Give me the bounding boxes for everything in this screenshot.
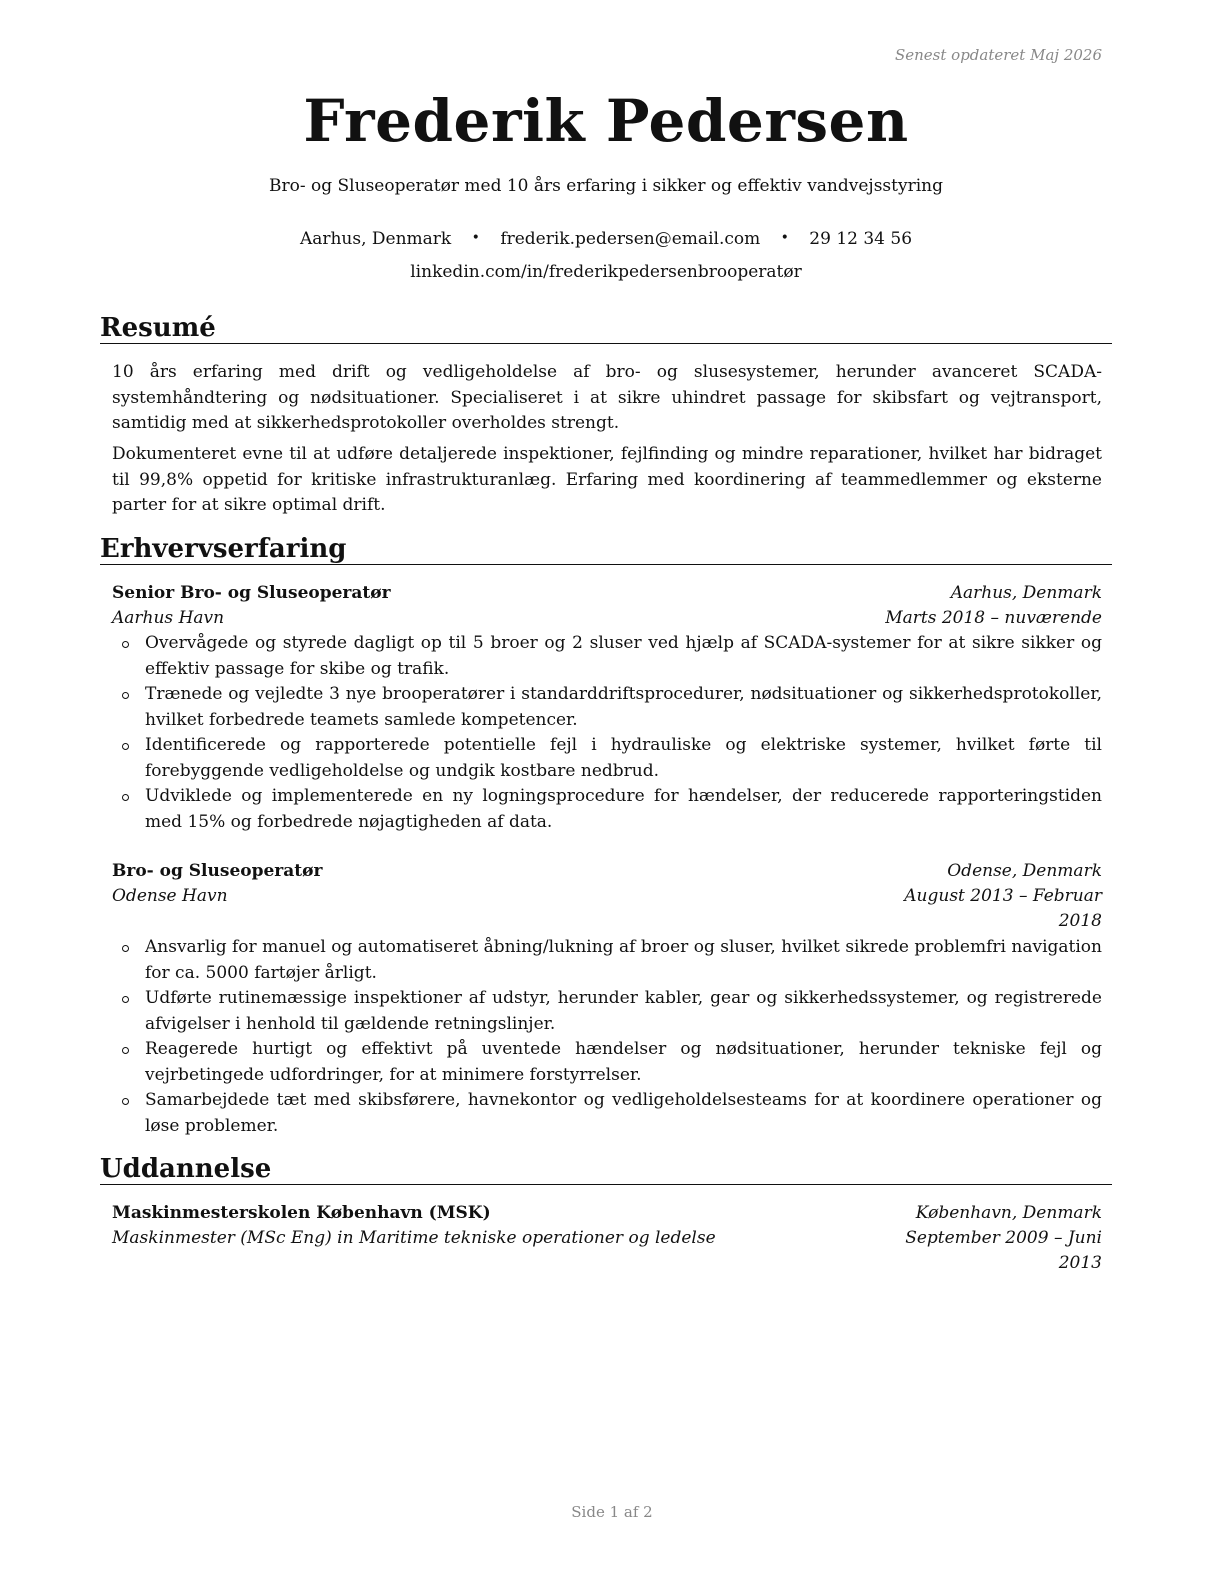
candidate-name: Frederik Pedersen [303,87,909,155]
resume-page: Senest opdateret Maj 2026 Frederik Pedersen Bro- og Sluseoperatør med 10 års erfaring i sikker og effektiv vandvejsstyring Aarhus, Denmark • frederik.pedersen@email.com • 29 12 34 56 linkedin.com/in/frederikpedersenbrooperatør Resumé 10 års erfaring med drift og vedligeholdelse af bro- og slusesystemer, herunder avanceret SCADA-systemhåndtering og nødsituationer. Specialiseret i at sikre uhindret passage for skibsfart og vejtransport, samtidig med at sikkerhedsprotokoller overholdes strengt. Dokumenteret evne til at udføre detaljerede inspektioner, fejlfinding og mindre reparationer, hvilket har bidraget til 99,8% oppetid for kritiske infrastrukturanlæg. Erfaring med koordinering af teammedlemmer og eksterne parter for at sikre optimal drift. Erhvervserfaring Senior Bro- og Sluseoperatør Aarhus, Denmark Aarhus Havn Marts 2018 – nuværende Overvågede og styrede dagligt op til 5 broer og 2 sluser ved hjælp af SCADA-systemer for at sikre sikker og effektiv passage for skibe og trafik. Trænede og vejledte 3 nye brooperatører i standarddriftsprocedurer, nødsituationer og sikkerhedsprotokoller, hvilket forbedrede teamets samlede kompetencer. Identificerede og rapporterede potentielle fejl i hydrauliske og elektriske systemer, hvilket førte til forebyggende vedligeholdelse og undgik kostbare nedbrud. Udviklede og implementerede en ny logningsprocedure for hændelser, der reducerede rapporteringstiden med 15% og forbedrede nøjagtigheden af data. Bro- og Sluseoperatør Odense, Denmark Odense Havn August 2013 – Februar 2018 Ansvarlig for manuel og automatiseret åbning/lukning af broer og sluser, hvilket sikrede problemfri navigation for ca. 5000 fartøjer årligt. Udførte rutinemæssige inspektioner af udstyr, herunder kabler, gear og sikkerhedssystemer, og registrerede afvigelser i henhold til gældende retningslinjer. Reagerede hurtigt og effektivt på uventede hændelser og nødsituationer, herunder tekniske fejl og vejrbetingede udfordringer, for at minimere forstyrrelser. Samarbejdede tæt med skibsførere, havnekontor og vedligeholdelsesteams for at koordinere operationer og løse problemer. Uddannelse Maskinmesterskolen København (MSK) København, Denmark Maskinmester (MSc Eng) in Maritime tekniske operationer og ledelse September 2009 – Juni 2013 [100,0,1112,1584]
last-updated: Senest opdateret Maj 2026 [894,46,1102,64]
section-title-resume: Resumé [100,313,1112,344]
section-title-experience: Erhvervserfaring [100,534,1112,565]
list-item: Trænede og vejledte 3 nye brooperatører i standarddriftsprocedurer, nødsituationer og sikkerhedsprotokoller, hvilket forbedrede teamets samlede kompetencer. [112,682,1102,733]
contact-line [100,229,1112,249]
contact-separator: • [471,230,480,246]
education-location: København, Denmark [915,1203,1102,1223]
job-location: Odense, Denmark [947,861,1102,881]
job-role: Senior Bro- og Sluseoperatør [112,583,391,603]
job-role: Bro- og Sluseoperatør [112,861,323,881]
resume-paragraph-2: Dokumenteret evne til at udføre detaljerede inspektioner, fejlfinding og mindre reparationer, hvilket har bidraget til 99,8% oppetid for kritiske infrastrukturanlæg. Erfaring med koordinering af teammedlemmer og eksterne parter for at sikre optimal drift. [112,444,1102,515]
contact-phone: 29 12 34 56 [809,229,913,249]
contact-email[interactable]: frederik.pedersen@email.com [500,229,761,249]
tagline: Bro- og Sluseoperatør med 10 års erfaring i sikker og effektiv vandvejsstyring [269,176,943,196]
bullet-circle-icon [122,945,129,952]
job-bullets [112,631,1102,835]
list-item: Identificerede og rapporterede potentielle fejl i hydrauliske og elektriske systemer, hvilket førte til forebyggende vedligeholdelse og undgik kostbare nedbrud. [112,733,1102,784]
list-item: Samarbejdede tæt med skibsførere, havnekontor og vedligeholdelsesteams for at koordinere operationer og løse problemer. [112,1088,1102,1139]
bullet-circle-icon [122,996,129,1003]
job-company: Odense Havn [112,886,228,906]
job-company: Aarhus Havn [112,608,225,628]
list-item: Overvågede og styrede dagligt op til 5 broer og 2 sluser ved hjælp af SCADA-systemer for at sikre sikker og effektiv passage for skibe og trafik. [112,631,1102,682]
list-item: Ansvarlig for manuel og automatiseret åbning/lukning af broer og sluser, hvilket sikrede problemfri navigation for ca. 5000 fartøjer årligt. [112,935,1102,986]
linkedin-link[interactable]: linkedin.com/in/frederikpedersenbrooperatør [410,262,802,282]
contact-location: Aarhus, Denmark [299,229,452,249]
job-location: Aarhus, Denmark [950,583,1102,603]
education-school: Maskinmesterskolen København (MSK) [112,1203,491,1223]
bullet-circle-icon [122,743,129,750]
bullet-circle-icon [122,1098,129,1105]
contact-separator: • [780,230,789,246]
bullet-circle-icon [122,692,129,699]
education-degree: Maskinmester (MSc Eng) in Maritime tekniske operationer og ledelse [112,1228,716,1248]
job-bullets [112,935,1102,1139]
list-item: Udviklede og implementerede en ny logningsprocedure for hændelser, der reducerede rapporteringstiden med 15% og forbedrede nøjagtigheden af data. [112,784,1102,835]
list-item: Reagerede hurtigt og effektivt på uventede hændelser og nødsituationer, herunder tekniske fejl og vejrbetingede udfordringer, for at minimere forstyrrelser. [112,1037,1102,1088]
job-dates: August 2013 – Februar [904,886,1102,906]
bullet-circle-icon [122,1047,129,1054]
job-dates: Marts 2018 – nuværende [885,608,1102,628]
education-dates: September 2009 – Juni [905,1228,1102,1248]
section-title-education: Uddannelse [100,1154,1112,1185]
bullet-circle-icon [122,641,129,648]
page-number: Side 1 af 2 [571,1503,653,1521]
list-item: Udførte rutinemæssige inspektioner af udstyr, herunder kabler, gear og sikkerhedssystemer, og registrerede afvigelser i henhold til gældende retningslinjer. [112,986,1102,1037]
resume-paragraph-1: 10 års erfaring med drift og vedligeholdelse af bro- og slusesystemer, herunder avanceret SCADA-systemhåndtering og nødsituationer. Specialiseret i at sikre uhindret passage for skibsfart og vejtransport, samtidig med at sikkerhedsprotokoller overholdes strengt. [112,362,1102,433]
bullet-circle-icon [122,794,129,801]
